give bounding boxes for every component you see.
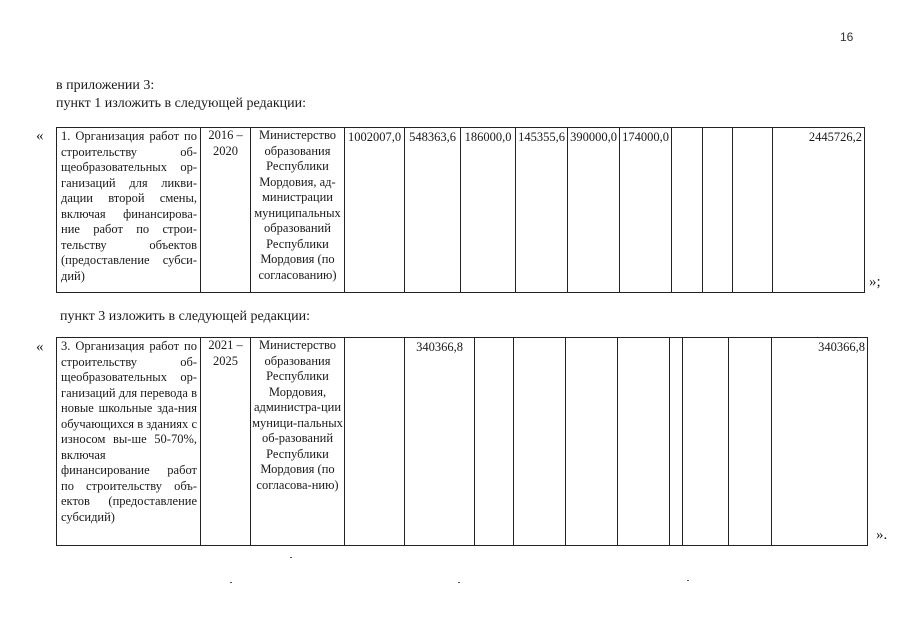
page-number: 16 <box>840 30 854 44</box>
scan-speck <box>687 580 689 581</box>
table-row <box>57 338 868 546</box>
row3-value-5 <box>566 338 618 546</box>
row1-value-8 <box>703 128 733 293</box>
row1-value-4 <box>516 128 568 293</box>
row3-total <box>772 338 868 546</box>
row1-executor: Министерство образования Республики Мордовия, ад-министрации муниципальных образований Республики Мордовия (по согласованию) <box>251 128 345 293</box>
row1-value-6 <box>620 128 672 293</box>
row3-period: 2021 – 2025 <box>201 338 251 546</box>
row3-value-4 <box>514 338 566 546</box>
scan-speck <box>290 557 292 558</box>
value-text: 390000,0 <box>570 130 617 144</box>
table-point-1 <box>56 127 865 293</box>
value-text: 548363,6 <box>409 130 456 144</box>
row1-value-1 <box>345 128 405 293</box>
row1-value-5 <box>568 128 620 293</box>
open-quote-3: « <box>36 339 44 355</box>
close-quote-3: ». <box>876 527 888 543</box>
value-text: 2445726,2 <box>808 130 862 144</box>
table-point-3 <box>56 337 868 546</box>
scan-speck <box>458 582 460 583</box>
scan-speck <box>230 582 232 583</box>
row1-value-3 <box>461 128 516 293</box>
row3-value-1 <box>345 338 405 546</box>
intro-line-1: в приложении 3: <box>56 78 155 93</box>
intro-line-2: пункт 1 изложить в следующей редакции: <box>56 96 306 111</box>
value-text: 1002007,0 <box>347 130 402 144</box>
value-text: 340366,8 <box>818 340 865 354</box>
value-text: 340366,8 <box>416 340 463 354</box>
row3-description: 3. Организация работ по строительству об-щеобразовательных ор-ганизаций для перевода в новые школьные зда-ния обучающихся в зданиях с износом вы-ше 50-70%, включая финансирование работ по строительству объ-ектов (предоставление субсидий) <box>57 338 201 546</box>
row3-value-6 <box>618 338 670 546</box>
row1-description: 1. Организация работ по строительству об-щеобразовательных ор-ганизаций для ликви-дации второй смены, включая финансирова-ние работ по строи-тельству объектов (предоставление субси-дий) <box>57 128 201 293</box>
row3-value-3 <box>475 338 514 546</box>
row1-value-9 <box>733 128 773 293</box>
row1-value-7 <box>672 128 703 293</box>
value-text: 174000,0 <box>622 130 669 144</box>
open-quote-1: « <box>36 128 44 144</box>
row1-period: 2016 – 2020 <box>201 128 251 293</box>
value-text: 145355,6 <box>518 130 565 144</box>
close-quote-1: »; <box>869 274 881 290</box>
row3-value-2 <box>405 338 475 546</box>
value-text: 186000,0 <box>464 130 512 144</box>
row1-value-2 <box>405 128 461 293</box>
row3-value-7 <box>670 338 683 546</box>
row3-value-8 <box>683 338 729 546</box>
table-row <box>57 128 865 293</box>
row1-total <box>773 128 865 293</box>
row3-executor: Министерство образования Республики Мордовия, администра-ции муници-пальных об-разований Республики Мордовия (по согласова-нию) <box>251 338 345 546</box>
row3-value-9 <box>729 338 772 546</box>
between-line: пункт 3 изложить в следующей редакции: <box>60 309 310 324</box>
